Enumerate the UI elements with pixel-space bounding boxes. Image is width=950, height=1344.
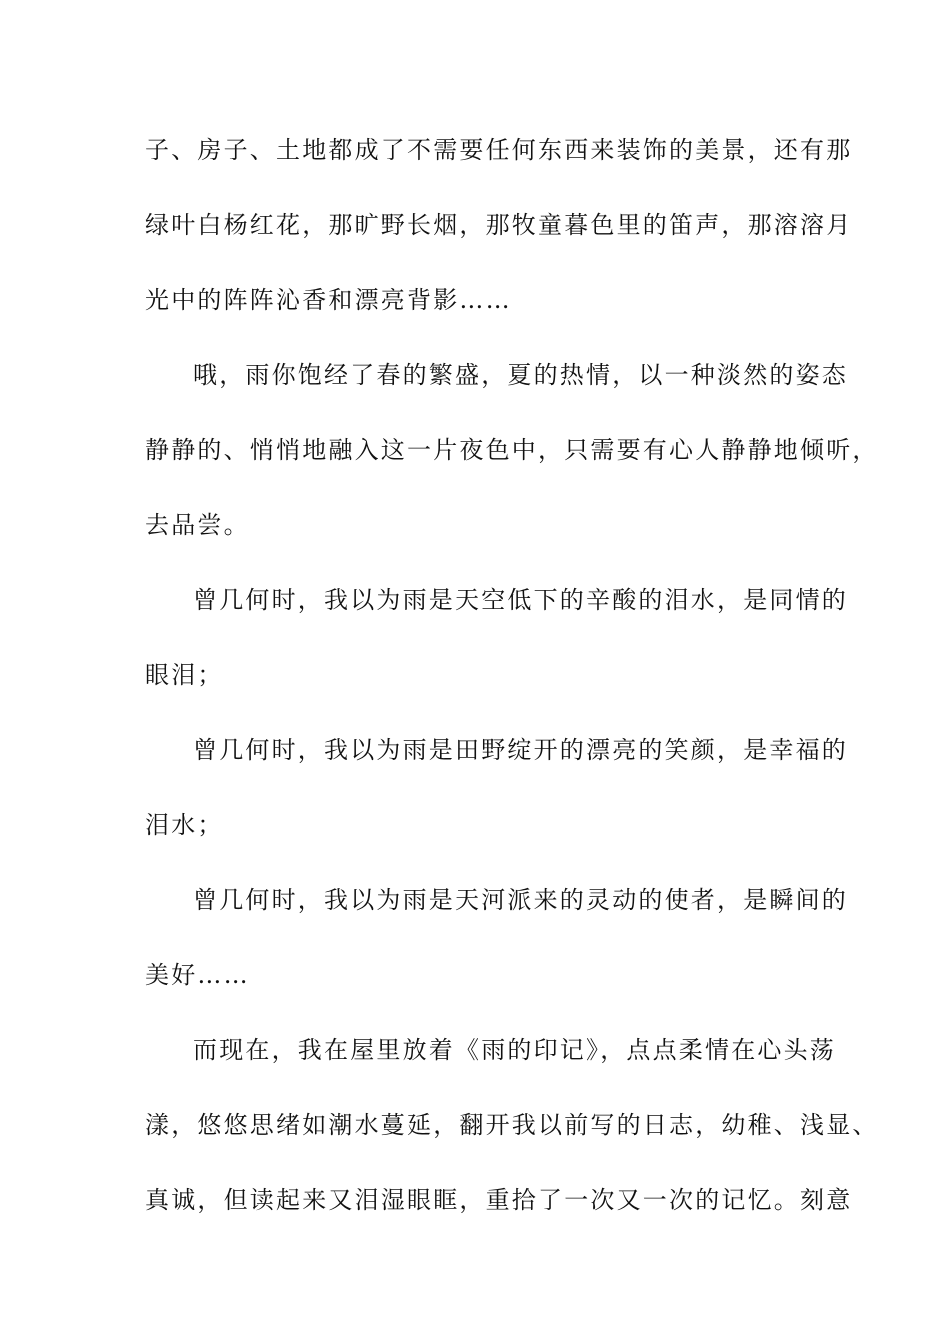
text-line: 去品尝。 [145,511,250,539]
text-line: 静静的、悄悄地融入这一片夜色中，只需要有心人静静地倾听， [145,436,879,464]
paragraph-first-line: 曾几何时，我以为雨是天空低下的辛酸的泪水，是同情的 [193,586,848,614]
text-line: 漾，悠悠思绪如潮水蔓延，翻开我以前写的日志，幼稚、浅显、 [145,1111,879,1139]
text-line: 绿叶白杨红花，那旷野长烟，那牧童暮色里的笛声，那溶溶月 [145,211,853,239]
text-line: 美好…… [145,961,250,989]
paragraph-first-line: 哦，雨你饱经了春的繁盛，夏的热情，以一种淡然的姿态 [193,361,848,389]
paragraph-first-line: 而现在，我在屋里放着《雨的印记》，点点柔情在心头荡 [193,1036,836,1064]
text-line: 真诚，但读起来又泪湿眼眶，重拾了一次又一次的记忆。刻意 [145,1186,853,1214]
text-line: 眼泪； [145,661,224,689]
text-line: 泪水； [145,811,224,839]
paragraph-first-line: 曾几何时，我以为雨是田野绽开的漂亮的笑颜，是幸福的 [193,736,848,764]
paragraph-first-line: 曾几何时，我以为雨是天河派来的灵动的使者，是瞬间的 [193,886,848,914]
text-line: 子、房子、土地都成了不需要任何东西来装饰的美景，还有那 [145,136,853,164]
text-line: 光中的阵阵沁香和漂亮背影…… [145,286,512,314]
